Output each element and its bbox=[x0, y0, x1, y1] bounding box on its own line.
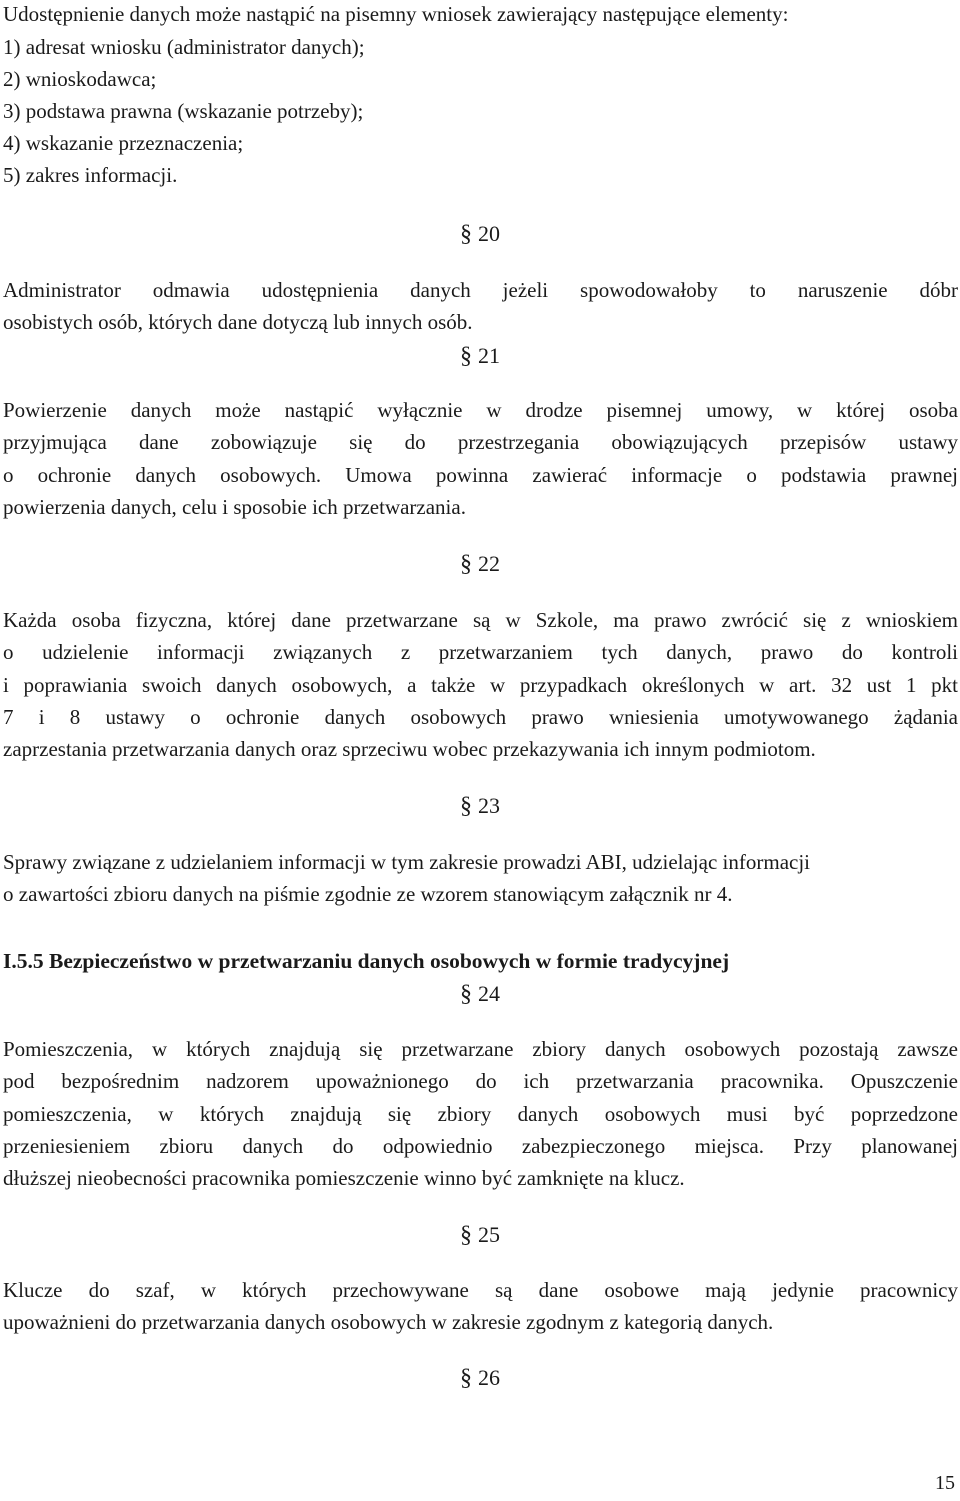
text-line: 7 i 8 ustawy o ochronie danych osobowych prawo wniesienia umotywowanego żądania bbox=[3, 704, 958, 729]
text-line: Pomieszczenia, w których znajdują się przetwarzane zbiory danych osobowych pozostają zawsze bbox=[3, 1037, 958, 1061]
section-number: 22 bbox=[478, 551, 500, 576]
text-line: o ochronie danych osobowych. Umowa powinna zawierać informacje o podstawia prawnej bbox=[3, 462, 958, 487]
text-line: Każda osoba fizyczna, której dane przetwarzane są w Szkole, ma prawo zwrócić się z wnioskiem bbox=[3, 608, 958, 632]
section-number: 23 bbox=[478, 793, 500, 818]
section-20-text bbox=[3, 274, 958, 339]
section-symbol: § bbox=[460, 1365, 472, 1391]
intro-item-4: 4) wskazanie przeznaczenia; bbox=[3, 131, 244, 155]
section-23-text bbox=[3, 846, 958, 911]
text-line: Klucze do szaf, w których przechowywane są dane osobowe mają jedynie pracownicy bbox=[3, 1278, 958, 1302]
section-number: 21 bbox=[478, 343, 500, 368]
intro-item-5: 5) zakres informacji. bbox=[3, 163, 178, 187]
text-line: pod bezpośrednim nadzorem upoważnionego do ich przetwarzania pracownika. Opuszczenie bbox=[3, 1069, 958, 1094]
intro-item-1: 1) adresat wniosku (administrator danych); bbox=[3, 35, 365, 59]
section-number: 24 bbox=[478, 981, 500, 1006]
intro-lead: Udostępnienie danych może nastąpić na pisemny wniosek zawierający następujące elementy: bbox=[3, 2, 789, 26]
text-line: przyjmująca dane zobowiązuje się do przestrzegania obowiązujących przepisów ustawy bbox=[3, 430, 958, 455]
section-22-text bbox=[3, 604, 958, 765]
section-symbol: § bbox=[460, 1222, 472, 1248]
text-line: dłuższej nieobecności pracownika pomieszczenie winno być zamknięte na klucz. bbox=[3, 1166, 685, 1191]
section-25-text bbox=[3, 1274, 958, 1339]
section-21-heading bbox=[0, 340, 960, 372]
section-number: 20 bbox=[478, 221, 500, 246]
section-number: 25 bbox=[478, 1222, 500, 1247]
text-line: powierzenia danych, celu i sposobie ich przetwarzania. bbox=[3, 494, 466, 519]
section-22-heading bbox=[0, 548, 960, 580]
section-symbol: § bbox=[460, 793, 472, 819]
section-26-heading bbox=[0, 1362, 960, 1394]
section-symbol: § bbox=[460, 981, 472, 1007]
intro-item-3: 3) podstawa prawna (wskazanie potrzeby); bbox=[3, 99, 364, 123]
text-line: zaprzestania przetwarzania danych oraz sprzeciwu wobec przekazywania ich innym podmiotom. bbox=[3, 737, 816, 762]
text-line: Powierzenie danych może nastąpić wyłącznie w drodze pisemnej umowy, w której osoba bbox=[3, 398, 958, 422]
section-24-text bbox=[3, 1033, 958, 1194]
chapter-heading: I.5.5 Bezpieczeństwo w przetwarzaniu danych osobowych w formie tradycyjnej bbox=[3, 949, 730, 973]
text-line: Sprawy związane z udzielaniem informacji w tym zakresie prowadzi ABI, udzielając informacji bbox=[3, 850, 811, 874]
section-21-text bbox=[3, 394, 958, 523]
text-line: upoważnieni do przetwarzania danych osobowych w zakresie zgodnym z kategorią danych. bbox=[3, 1310, 774, 1335]
section-24-heading bbox=[0, 978, 960, 1010]
section-number: 26 bbox=[478, 1365, 500, 1390]
section-20-heading bbox=[0, 218, 960, 250]
text-line: Administrator odmawia udostępnienia danych jeżeli spowodowałoby to naruszenie dóbr bbox=[3, 278, 958, 302]
text-line: osobistych osób, których dane dotyczą lub innych osób. bbox=[3, 310, 473, 335]
section-symbol: § bbox=[460, 551, 472, 577]
text-line: o udzielenie informacji związanych z przetwarzaniem tych danych, prawo do kontroli bbox=[3, 640, 958, 665]
section-23-heading bbox=[0, 790, 960, 822]
text-line: pomieszczenia, w których znajdują się zbiory danych osobowych musi być poprzedzone bbox=[3, 1101, 958, 1126]
text-line: o zawartości zbioru danych na piśmie zgodnie ze wzorem stanowiącym załącznik nr 4. bbox=[3, 882, 733, 907]
page-number: 15 bbox=[935, 1472, 955, 1494]
section-symbol: § bbox=[460, 221, 472, 247]
text-line: przeniesieniem zbioru danych do odpowiednio zabezpieczonego miejsca. Przy planowanej bbox=[3, 1133, 958, 1158]
section-symbol: § bbox=[460, 343, 472, 369]
text-line: i poprawiania swoich danych osobowych, a także w przypadkach określonych w art. 32 ust 1 pkt bbox=[3, 672, 958, 697]
intro-item-2: 2) wnioskodawca; bbox=[3, 67, 157, 91]
section-25-heading bbox=[0, 1219, 960, 1251]
